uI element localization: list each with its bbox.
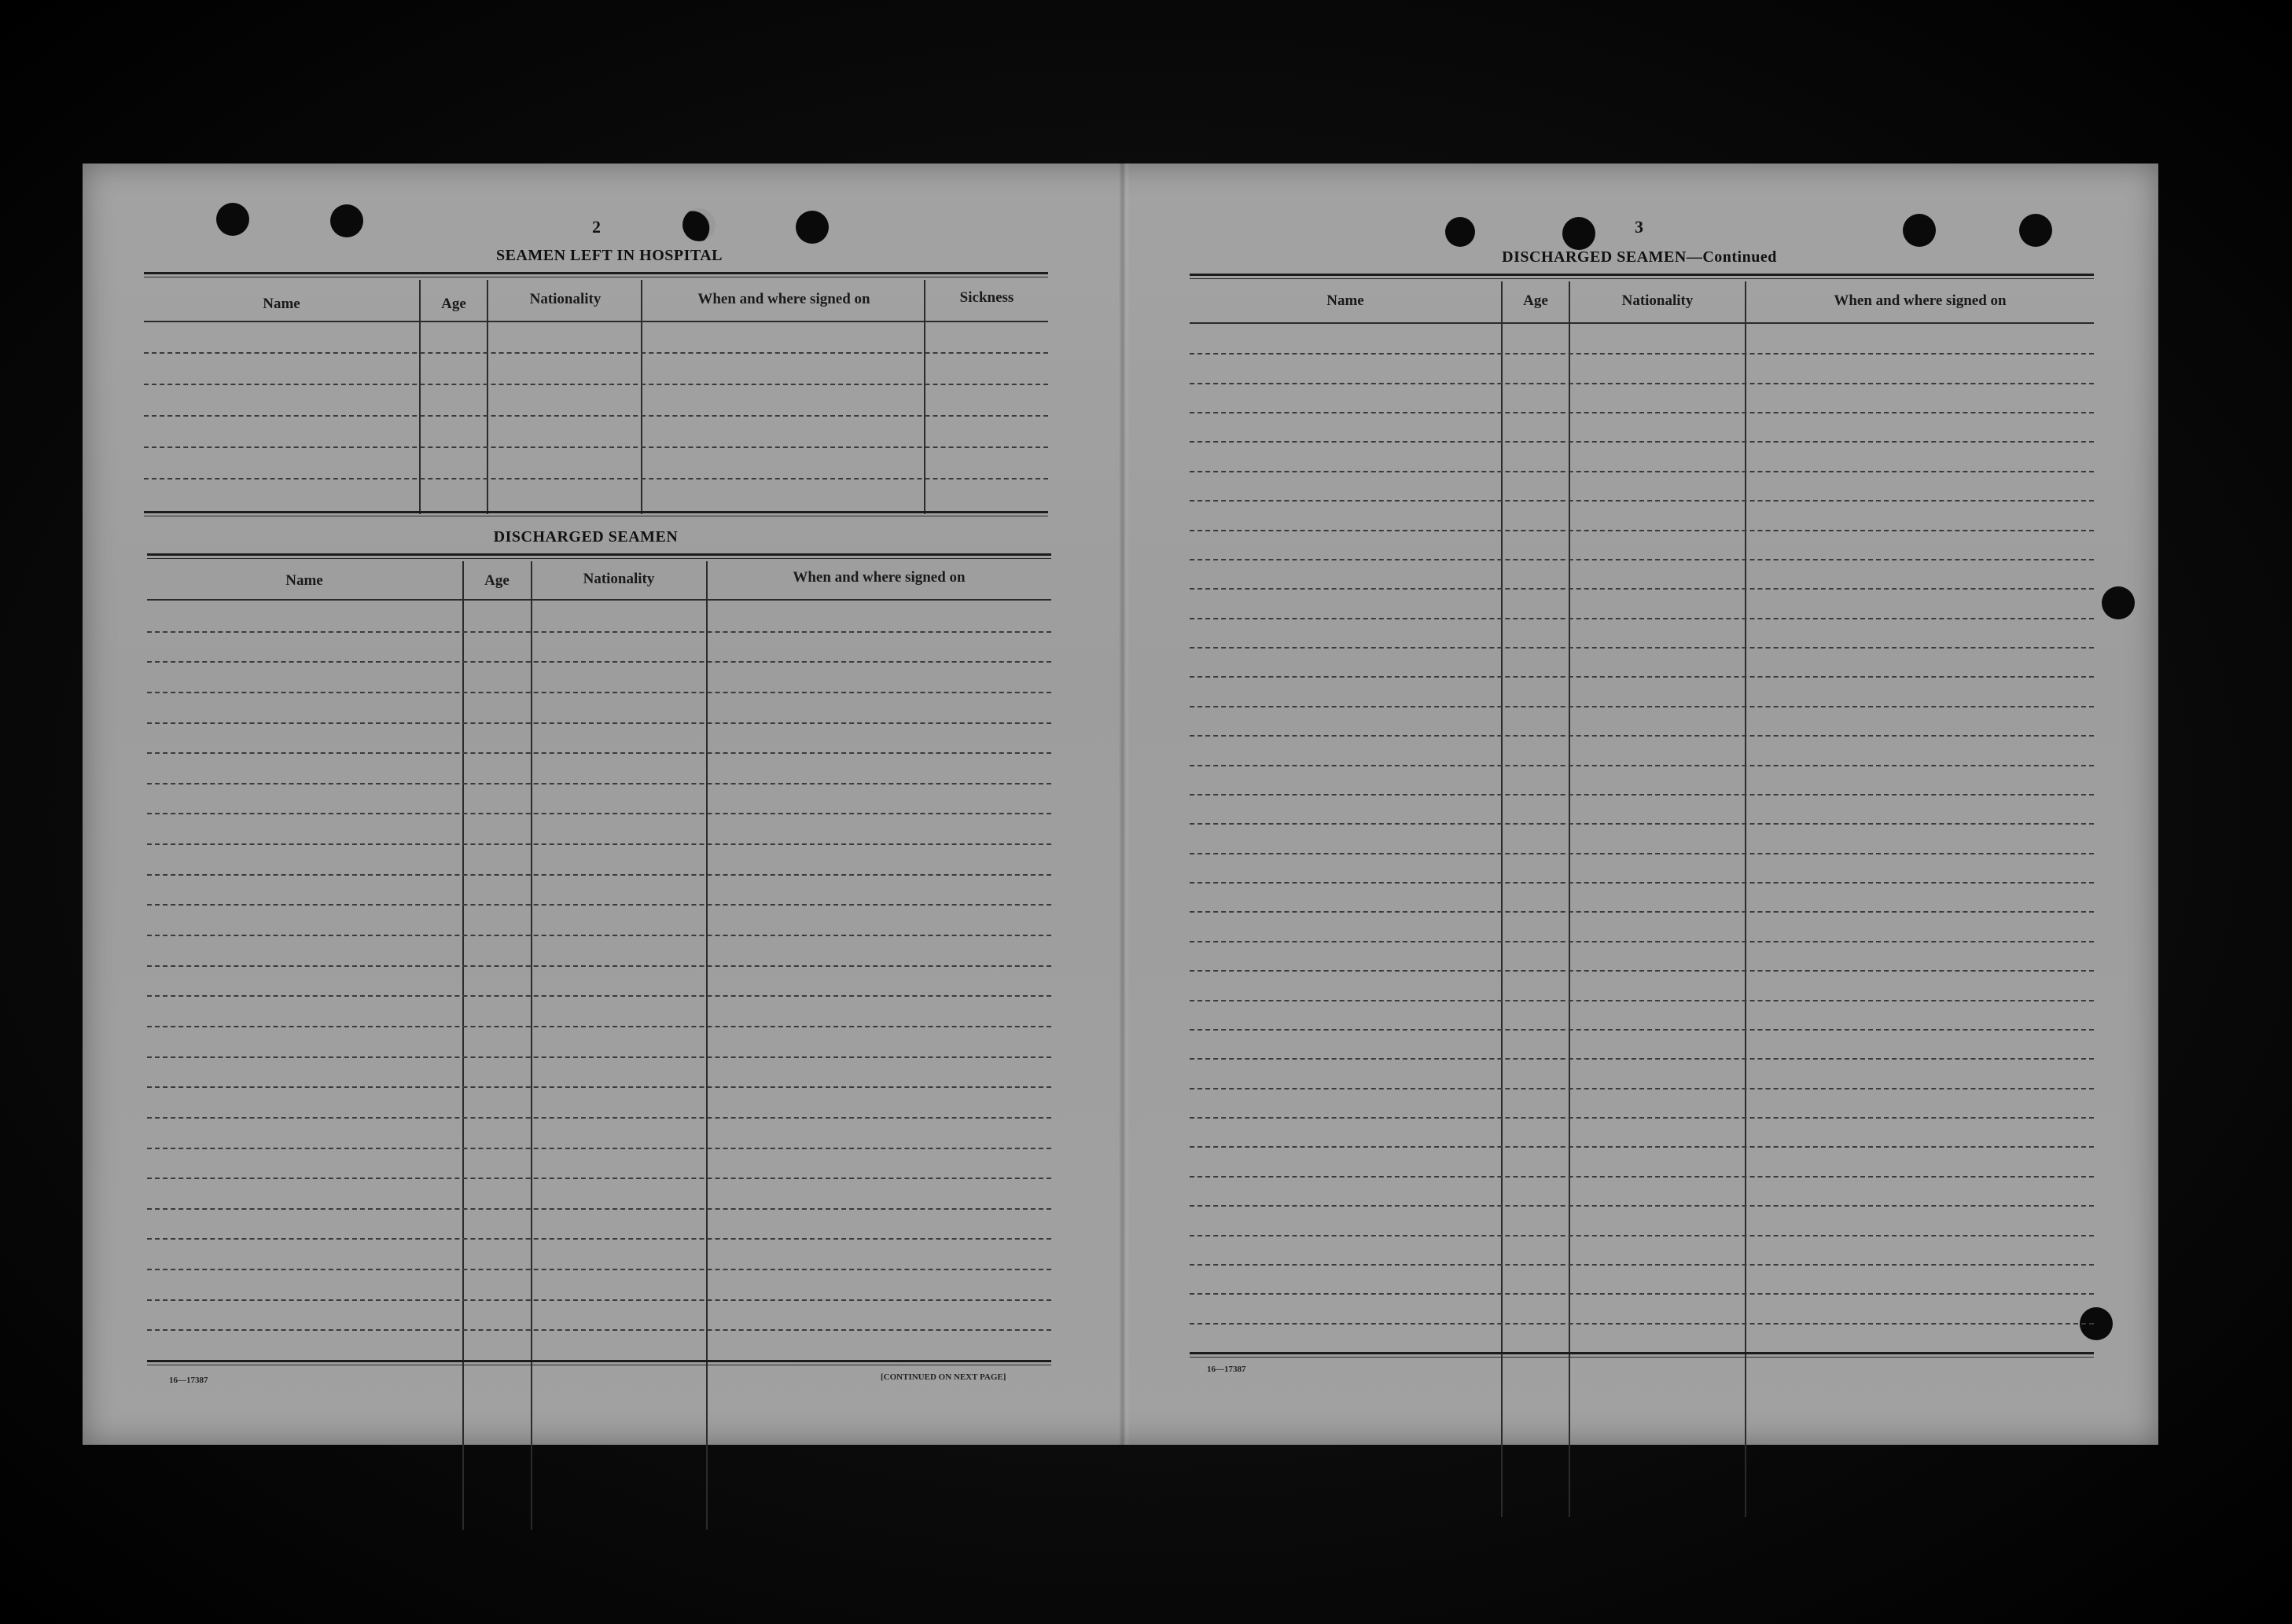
- discharged-continued-title: [1404, 248, 1875, 266]
- table-row: [147, 965, 1051, 967]
- table-row: [1190, 1293, 2094, 1295]
- table-row: [1190, 970, 2094, 972]
- table-row: [147, 1086, 1051, 1088]
- hospital-col-nationality: Nationality: [529, 291, 602, 307]
- punch-hole: [2019, 214, 2052, 247]
- punch-hole: [796, 211, 829, 244]
- table-row: [147, 1299, 1051, 1301]
- table-row: [1190, 706, 2094, 707]
- table-row: [147, 661, 1051, 663]
- discharged-col-nationality: Nationality: [583, 571, 655, 587]
- table-row: [144, 478, 1048, 479]
- table-row: [144, 384, 1048, 385]
- table-row: [1190, 794, 2094, 795]
- table-row: [147, 904, 1051, 906]
- form-number-left: 16—17387: [169, 1376, 208, 1385]
- table-row: [144, 446, 1048, 448]
- table-row: [1190, 1088, 2094, 1089]
- hospital-col-sickness: Sickness: [959, 289, 1014, 306]
- discharged-section-title: DISCHARGED SEAMEN: [493, 528, 679, 546]
- table-row: [1190, 1058, 2094, 1060]
- table-row: [1190, 588, 2094, 590]
- hospital-col-name: Name: [263, 296, 300, 312]
- table-row: [1190, 1117, 2094, 1119]
- table-row: [1190, 735, 2094, 737]
- table-row: [147, 843, 1051, 845]
- table-row: [147, 813, 1051, 814]
- discharged-col-name: Name: [285, 572, 323, 589]
- table-row: [147, 722, 1051, 724]
- table-row: [147, 1329, 1051, 1331]
- table-row: [1190, 676, 2094, 678]
- table-row: [147, 1026, 1051, 1027]
- document-sheet: [83, 164, 2158, 1445]
- table-row: [147, 935, 1051, 936]
- punch-hole: [216, 203, 249, 236]
- discharged-continued-suffix: —Continued: [1686, 248, 1777, 266]
- table-row: [1190, 500, 2094, 502]
- table-row: [144, 352, 1048, 354]
- table-row: [147, 783, 1051, 784]
- table-row: [1190, 618, 2094, 619]
- punch-hole: [1903, 214, 1936, 247]
- table-row: [1190, 647, 2094, 648]
- discharged-col-signed-on: When and where signed on: [793, 569, 966, 586]
- table-row: [147, 1208, 1051, 1210]
- punch-hole: [2102, 586, 2135, 619]
- table-row: [147, 1269, 1051, 1270]
- page-number-right: 3: [1635, 217, 1643, 237]
- continued-col-name: Name: [1326, 292, 1364, 309]
- punch-hole: [1445, 217, 1475, 247]
- table-row: [1190, 1264, 2094, 1266]
- table-row: [1190, 823, 2094, 825]
- table-row: [147, 692, 1051, 693]
- table-row: [147, 631, 1051, 633]
- continued-col-nationality: Nationality: [1621, 292, 1694, 309]
- table-row: [147, 1238, 1051, 1240]
- table-row: [1190, 412, 2094, 413]
- table-row: [1190, 353, 2094, 355]
- table-row: [1190, 941, 2094, 942]
- table-row: [1190, 853, 2094, 854]
- table-row: [1190, 1146, 2094, 1148]
- hospital-section-title: SEAMEN LEFT IN HOSPITAL: [495, 247, 723, 264]
- discharged-continued-title-main: DISCHARGED SEAMEN: [1502, 248, 1687, 266]
- hospital-col-signed-on: When and where signed on: [697, 291, 870, 307]
- table-row: [1190, 1235, 2094, 1236]
- table-row: [147, 752, 1051, 754]
- punch-hole: [330, 204, 363, 237]
- table-row: [1190, 1029, 2094, 1031]
- continued-col-age: Age: [1523, 292, 1548, 309]
- table-row: [1190, 1205, 2094, 1207]
- table-row: [147, 1148, 1051, 1149]
- table-row: [144, 415, 1048, 417]
- table-row: [1190, 383, 2094, 384]
- table-row: [147, 1117, 1051, 1119]
- table-row: [1190, 765, 2094, 766]
- discharged-col-age: Age: [484, 572, 510, 589]
- table-row: [1190, 441, 2094, 443]
- center-fold: [1119, 164, 1130, 1445]
- table-row: [1190, 471, 2094, 472]
- table-row: [1190, 1176, 2094, 1178]
- form-number-right: 16—17387: [1207, 1365, 1246, 1374]
- table-row: [1190, 882, 2094, 884]
- hospital-col-age: Age: [441, 296, 466, 312]
- table-row: [147, 1056, 1051, 1058]
- table-row: [1190, 1000, 2094, 1001]
- continued-note: [CONTINUED ON NEXT PAGE]: [881, 1372, 1006, 1382]
- continued-col-signed-on: When and where signed on: [1834, 292, 2007, 309]
- hospital-top-rule: [144, 272, 1048, 274]
- table-row: [1190, 530, 2094, 531]
- table-row: [147, 874, 1051, 876]
- punch-hole: [682, 208, 716, 241]
- table-row: [147, 1178, 1051, 1179]
- table-row: [1190, 911, 2094, 913]
- table-row: [1190, 1323, 2094, 1325]
- punch-hole: [1562, 217, 1595, 250]
- page-number-left: 2: [592, 217, 601, 237]
- table-row: [1190, 559, 2094, 560]
- table-row: [147, 995, 1051, 997]
